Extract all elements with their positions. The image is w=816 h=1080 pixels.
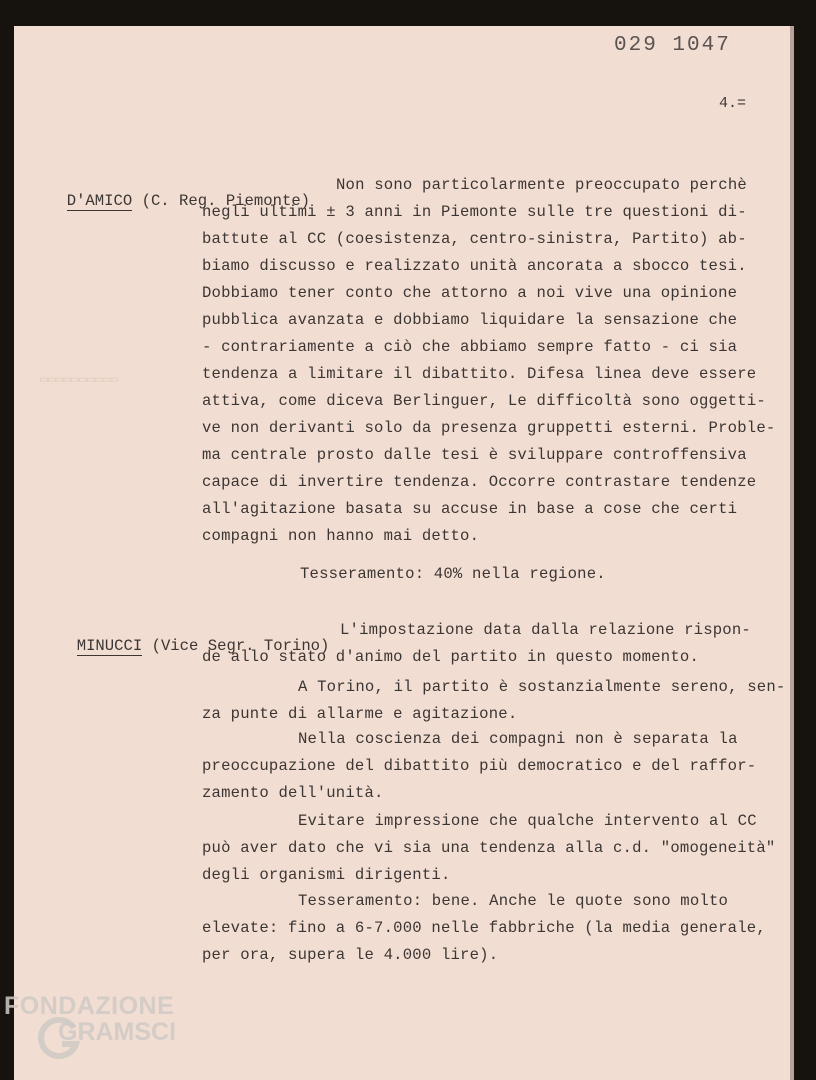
paragraph-line: negli ultimi ± 3 anni in Piemonte sulle tre questioni di- (202, 203, 747, 221)
paragraph-line: Nella coscienza dei compagni non è separata la (298, 730, 738, 748)
paragraph-line: tendenza a limitare il dibattito. Difesa linea deve essere (202, 365, 757, 383)
watermark-line2: GRAMSCI (58, 1018, 177, 1046)
paragraph-line: L'impostazione data dalla relazione rispon- (340, 621, 751, 639)
paragraph-line: Evitare impressione che qualche intervento al CC (298, 812, 757, 830)
paragraph-line: ve non derivanti solo da presenza gruppetti esterni. Proble- (202, 419, 776, 437)
paragraph-line: Dobbiamo tener conto che attorno a noi vive una opinione (202, 284, 738, 302)
bleed-through: ▭▭▭▭▭▭▭▭▭▭ (40, 372, 119, 387)
paragraph-line: A Torino, il partito è sostanzialmente sereno, sen- (298, 678, 786, 696)
paragraph-line: elevate: fino a 6-7.000 nelle fabbriche (la media generale, (202, 919, 766, 937)
page-edge (790, 26, 794, 1080)
paragraph-line: battute al CC (coesistenza, centro-sinistra, Partito) ab- (202, 230, 747, 248)
paragraph-line: de allo stato d'animo del partito in questo momento. (202, 648, 700, 666)
paragraph-line: - contrariamente a ciò che abbiamo sempre fatto - ci sia (202, 338, 738, 356)
paragraph-line: per ora, supera le 4.000 lire). (202, 946, 499, 964)
paragraph-line: za punte di allarme e agitazione. (202, 705, 518, 723)
paragraph-line: può aver dato che vi sia una tendenza alla c.d. "omogeneità" (202, 839, 776, 857)
fondazione-gramsci-watermark (0, 988, 210, 1080)
paragraph-line: attiva, come diceva Berlinguer, Le difficoltà sono oggetti- (202, 392, 766, 410)
speaker-role: (Vice Segr. Torino) (151, 637, 330, 655)
paragraph-line: preoccupazione del dibattito più democratico e del raffor- (202, 757, 757, 775)
paragraph-line: Tesseramento: bene. Anche le quote sono molto (298, 892, 729, 910)
paragraph-line: zamento dell'unità. (202, 784, 384, 802)
membership-line: Tesseramento: 40% nella regione. (300, 565, 606, 583)
speaker-role: (C. Reg. Piemonte) (141, 192, 311, 210)
paragraph-line: biamo discusso e realizzato unità ancorata a sbocco tesi. (202, 257, 747, 275)
paragraph-line: Non sono particolarmente preoccupato perchè (336, 176, 747, 194)
paragraph-line: all'agitazione basata su accuse in base a cose che certi (202, 500, 738, 518)
speaker-name: D'AMICO (66, 192, 133, 210)
paragraph-line: capace di invertire tendenza. Occorre contrastare tendenze (202, 473, 757, 491)
paragraph-line: compagni non hanno mai detto. (202, 527, 480, 545)
watermark-line1: FONDAZIONE (4, 992, 175, 1020)
archive-number: 029 1047 (614, 34, 731, 57)
paragraph-line: ma centrale prosto dalle tesi è sviluppare controffensiva (202, 446, 747, 464)
page-number: 4.= (719, 95, 747, 112)
paragraph-line: degli organismi dirigenti. (202, 866, 451, 884)
paragraph-line: pubblica avanzata e dobbiamo liquidare la sensazione che (202, 311, 738, 329)
speaker-name: MINUCCI (76, 637, 143, 655)
